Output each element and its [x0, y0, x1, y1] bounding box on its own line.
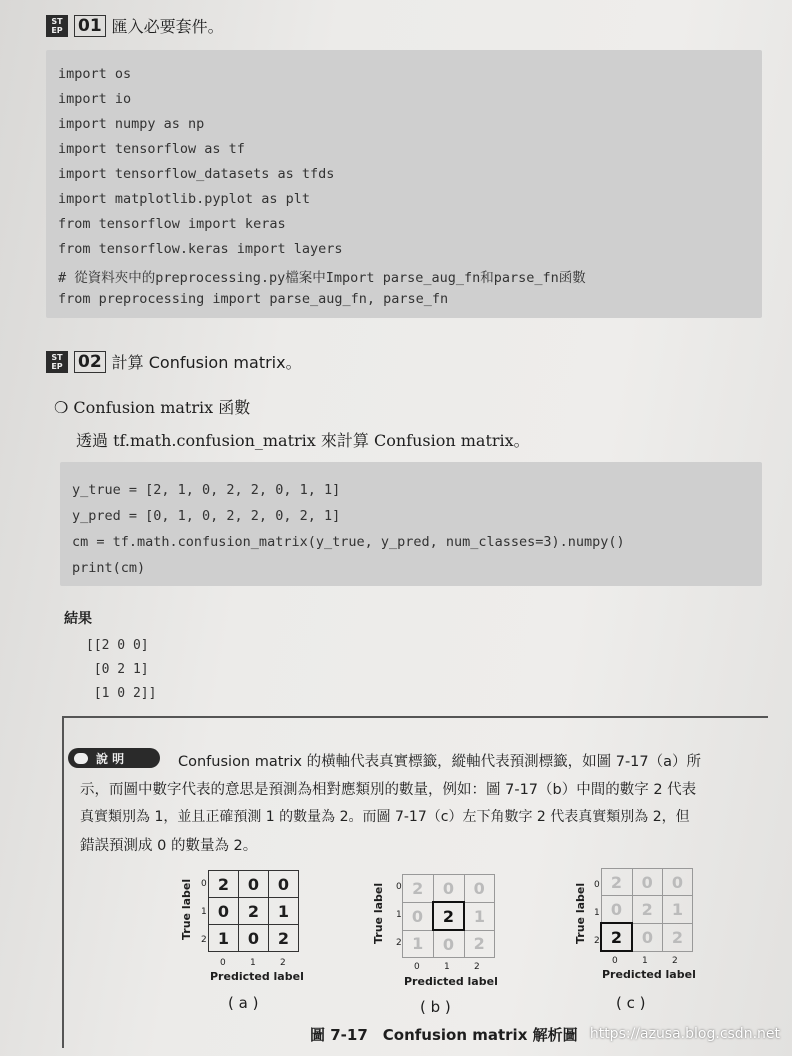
code-line: y_true = [2, 1, 0, 2, 2, 0, 1, 1]: [72, 482, 341, 498]
code-line: print(cm): [72, 560, 146, 576]
code-block-imports: [46, 50, 762, 318]
matrix-cell: 2: [239, 898, 269, 925]
col-tick: 2: [474, 962, 480, 972]
matrix-cell: 0: [464, 875, 495, 903]
code-line: import io: [58, 91, 132, 107]
paragraph: 透過 tf.math.confusion_matrix 來計算 Confusion matrix。: [76, 431, 530, 450]
section-heading: ❍ Confusion matrix 函數: [54, 398, 251, 417]
code-line: import tensorflow_datasets as tfds: [58, 166, 335, 182]
confusion-matrix-c: [600, 868, 693, 952]
matrix-cell: 2: [269, 925, 299, 952]
step-02-header: [46, 350, 302, 373]
step-badge: [46, 351, 68, 373]
matrix-cell: 0: [663, 869, 693, 896]
step-title: 匯入必要套件。: [111, 17, 224, 36]
row-tick: 1: [201, 907, 207, 917]
step-badge-bottom: EP: [51, 361, 63, 371]
step-badge-top: ST: [51, 352, 63, 362]
y-axis-label: True label: [574, 882, 587, 944]
note-line: 錯誤預測成 0 的數量為 2。: [80, 838, 258, 854]
matrix-cell: 2: [464, 930, 495, 958]
matrix-cell: 0: [239, 925, 269, 952]
col-tick: 0: [612, 956, 618, 966]
note-line: 真實類別為 1，並且正確預測 1 的數量為 2。而圖 7-17（c）左下角數字 2 代表真實類別為 2，但: [80, 809, 690, 825]
step-badge: [46, 15, 68, 37]
matrix-cell: 0: [632, 869, 663, 896]
step-01-header: [46, 14, 224, 37]
matrix-cell: 1: [209, 925, 239, 952]
result-line: [0 2 1]: [86, 662, 149, 677]
speech-bubble-icon: [74, 753, 88, 764]
row-tick: 0: [396, 882, 402, 892]
result-line: [[2 0 0]: [86, 638, 149, 653]
code-line: import os: [58, 66, 132, 82]
matrix-cell: 2: [601, 869, 632, 896]
note-badge: [68, 748, 160, 768]
row-tick: 2: [594, 936, 600, 946]
matrix-cell: 0: [209, 898, 239, 925]
result-line: [1 0 2]]: [86, 686, 157, 701]
matrix-cell: 1: [663, 896, 693, 924]
col-tick: 1: [444, 962, 450, 972]
step-title: 計算 Confusion matrix。: [111, 353, 302, 372]
col-tick: 0: [414, 962, 420, 972]
code-comment: # 從資料夾中的preprocessing.py檔案中Import parse_aug_fn和parse_fn函數: [58, 270, 586, 286]
code-line: from tensorflow.keras import layers: [58, 241, 343, 257]
matrix-cell: 0: [601, 896, 632, 924]
matrix-cell: 0: [269, 871, 299, 898]
y-axis-label: True label: [372, 882, 385, 944]
matrix-cell: 1: [403, 930, 434, 958]
row-tick: 2: [201, 935, 207, 945]
matrix-cell: 0: [632, 923, 663, 951]
col-tick: 2: [280, 958, 286, 968]
matrix-cell: 2: [209, 871, 239, 898]
matrix-cell: 0: [433, 930, 464, 958]
step-badge-bottom: EP: [51, 25, 63, 35]
row-tick: 2: [396, 938, 402, 948]
subcaption: ( b ): [420, 998, 451, 1016]
matrix-cell: 1: [269, 898, 299, 925]
step-badge-top: ST: [51, 16, 63, 26]
code-line: import tensorflow as tf: [58, 141, 245, 157]
code-line: from preprocessing import parse_aug_fn, parse_fn: [58, 291, 449, 307]
x-axis-label: Predicted label: [210, 970, 304, 983]
matrix-cell: 2: [403, 875, 434, 903]
matrix-cell: 0: [239, 871, 269, 898]
code-line: import numpy as np: [58, 116, 205, 132]
note-line: Confusion matrix 的橫軸代表真實標籤，縱軸代表預測標籤，如圖 7-17（a）所: [178, 754, 702, 770]
x-axis-label: Predicted label: [602, 968, 696, 981]
result-heading: 結果: [64, 611, 92, 627]
row-tick: 1: [594, 908, 600, 918]
subcaption: ( a ): [228, 994, 259, 1012]
confusion-matrix-b: [402, 874, 495, 958]
y-axis-label: True label: [180, 878, 193, 940]
row-tick: 0: [201, 879, 207, 889]
col-tick: 2: [672, 956, 678, 966]
matrix-cell: 2: [663, 923, 693, 951]
col-tick: 0: [220, 958, 226, 968]
code-line: import matplotlib.pyplot as plt: [58, 191, 310, 207]
code-line: from tensorflow import keras: [58, 216, 286, 232]
matrix-cell: 1: [464, 902, 495, 930]
highlighted-cell: 2: [433, 902, 464, 930]
col-tick: 1: [642, 956, 648, 966]
code-block-confusion: [60, 462, 762, 586]
figure-caption: 圖 7-17 Confusion matrix 解析圖: [310, 1026, 578, 1044]
note-line: 示，而圖中數字代表的意思是預測為相對應類別的數量，例如：圖 7-17（b）中間的數字 2 代表: [80, 782, 697, 798]
confusion-matrix-a: [208, 870, 299, 952]
code-line: cm = tf.math.confusion_matrix(y_true, y_pred, num_classes=3).numpy(): [72, 534, 625, 550]
row-tick: 1: [396, 910, 402, 920]
watermark: https://azusa.blog.csdn.net: [589, 1026, 780, 1042]
row-tick: 0: [594, 880, 600, 890]
matrix-cell: 0: [433, 875, 464, 903]
col-tick: 1: [250, 958, 256, 968]
highlighted-cell: 2: [601, 923, 632, 951]
matrix-cell: 2: [632, 896, 663, 924]
step-number: 02: [74, 351, 106, 373]
step-number: 01: [74, 15, 106, 37]
note-badge-label: 說 明: [96, 751, 125, 766]
x-axis-label: Predicted label: [404, 975, 498, 988]
matrix-cell: 0: [403, 902, 434, 930]
code-line: y_pred = [0, 1, 0, 2, 2, 0, 2, 1]: [72, 508, 341, 524]
subcaption: ( c ): [616, 994, 646, 1012]
